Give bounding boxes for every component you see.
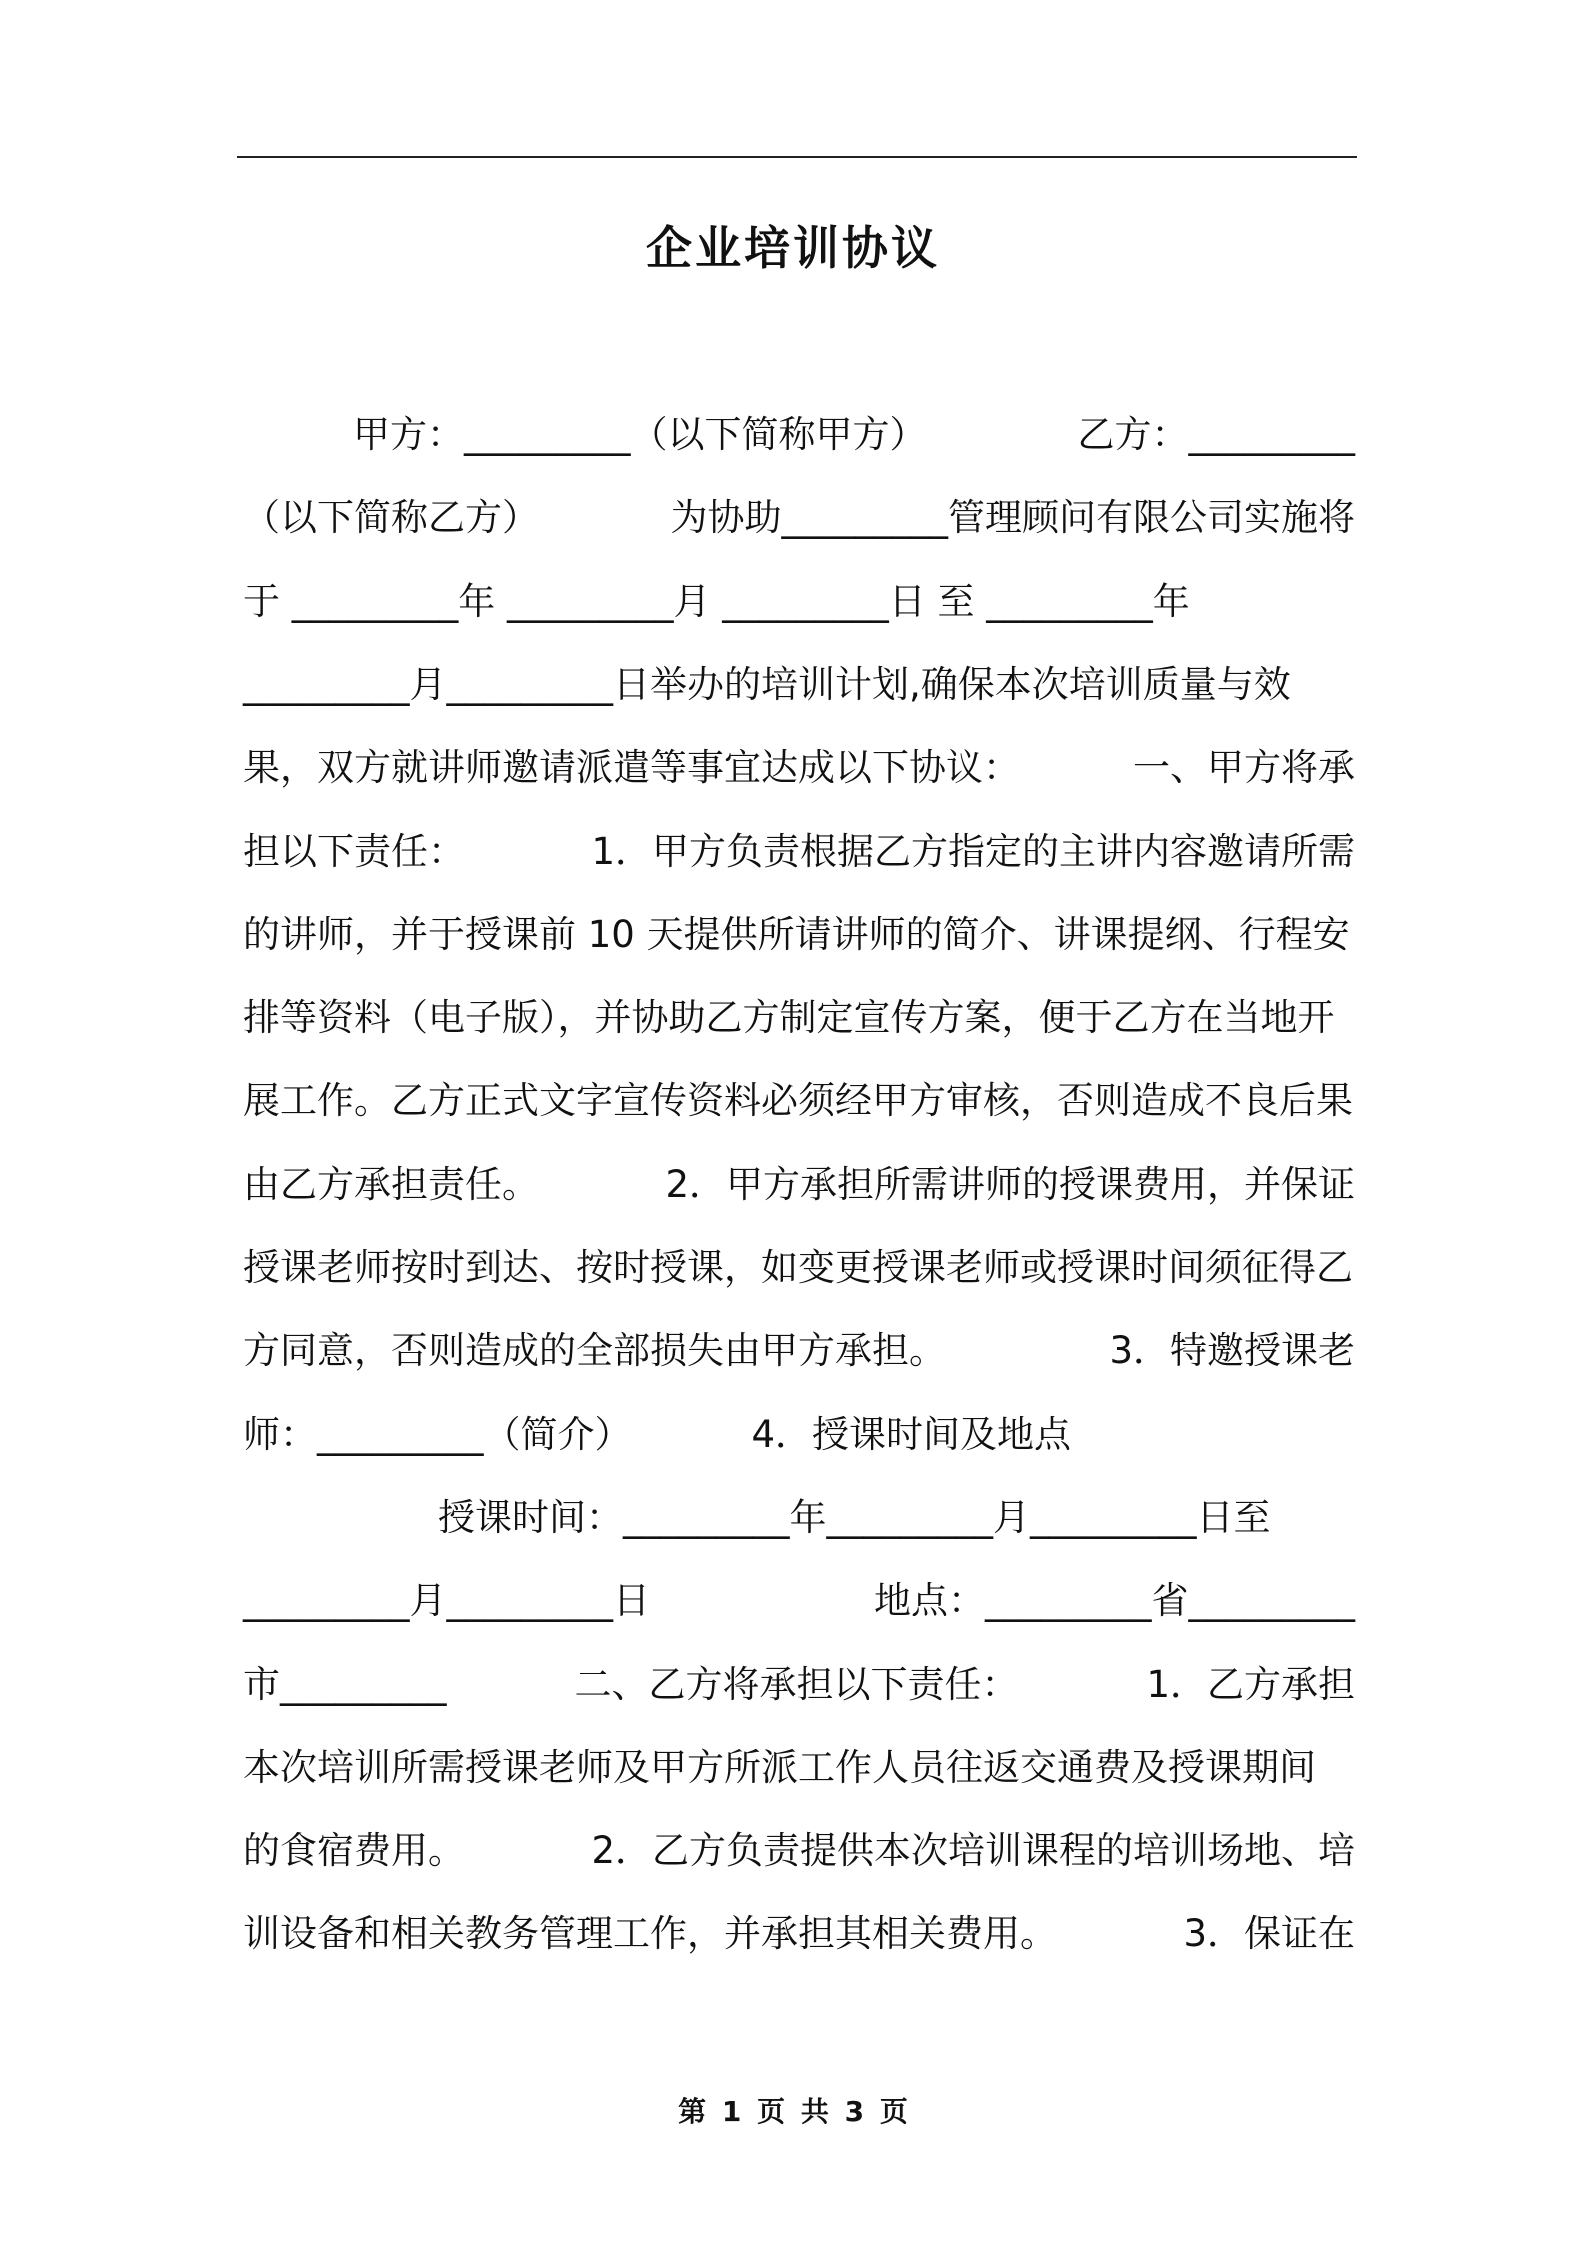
body-line [243,1143,1355,1227]
line-segment: 的食宿费用。 [243,1829,465,1873]
body-line [243,810,1355,894]
line-segment: 地点：_________省_________ [874,1579,1355,1623]
line-segment: 一、甲方将承 [1133,746,1355,790]
body-line [243,476,1355,560]
line-segment: 于 _________年 _________月 _________日 至 _________年 [243,579,1190,623]
body-line [243,726,1355,810]
body-line [243,560,1355,644]
line-segment: 2．甲方承担所需讲师的授课费用，并保证 [665,1162,1355,1206]
body-line [243,1726,1355,1810]
line-segment: 方同意，否则造成的全部损失由甲方承担。 [243,1329,946,1373]
line-segment: 4．授课时间及地点 [751,1412,1072,1456]
body-line [243,1892,1355,1976]
line-segment: 授课老师按时到达、按时授课，如变更授课老师或授课时间须征得乙 [243,1246,1353,1289]
header-rule [237,156,1357,158]
body-line [243,1809,1355,1893]
line-segment: 2．乙方负责提供本次培训课程的培训场地、培 [591,1829,1355,1873]
line-segment: 乙方：_________ [1077,413,1355,456]
body-line [243,1226,1355,1310]
line-segment: 1．乙方承担 [1146,1662,1355,1706]
line-segment: 本次培训所需授课老师及甲方所派工作人员往返交通费及授课期间 [243,1745,1316,1789]
line-segment: 1．甲方负责根据乙方指定的主讲内容邀请所需 [591,829,1355,873]
line-segment: _________月_________日 [243,1579,650,1623]
line-segment: 授课时间：_________年_________月_________日至 [438,1495,1271,1539]
line-segment: _________月_________日举办的培训计划,确保本次培训质量与效 [243,662,1291,706]
body-line [438,1476,1355,1560]
line-segment: 市_________ [243,1662,447,1706]
line-segment: 3．特邀授课老 [1109,1329,1355,1373]
line-segment: 为协助_________管理顾问有限公司实施将 [670,496,1355,540]
line-segment: 甲方：_________（以下简称甲方） [353,413,927,456]
document-title: 企业培训协议 [646,221,940,275]
line-segment: 排等资料（电子版），并协助乙方制定宣传方案，便于乙方在当地开 [243,996,1335,1040]
body-line [243,1559,1355,1643]
body-line [243,643,1355,727]
page-footer: 第 1 页 共 3 页 [678,2095,908,2128]
line-segment: 师：_________（简介） [243,1412,632,1456]
line-segment: 训设备和相关教务管理工作，并承担其相关费用。 [243,1912,1057,1956]
line-segment: 二、乙方将承担以下责任： [574,1662,1019,1706]
body-line [243,1059,1355,1143]
body-line [243,1393,1355,1477]
line-segment: 3．保证在 [1183,1912,1355,1956]
line-segment: 担以下责任： [243,829,465,873]
line-segment: 展工作。乙方正式文字宣传资料必须经甲方审核，否则造成不良后果 [243,1079,1353,1123]
body-line [243,976,1355,1060]
body-line [353,393,1355,477]
line-segment: 果，双方就讲师邀请派遣等事宜达成以下协议： [243,746,1020,790]
line-segment: （以下简称乙方） [243,496,539,540]
line-segment: 由乙方承担责任。 [243,1162,539,1206]
line-segment: 的讲师，并于授课前 10 天提供所请讲师的简介、讲课提纲、行程安 [243,912,1350,956]
body-line [243,1309,1355,1393]
body-line [243,893,1355,977]
body-line [243,1643,1355,1727]
